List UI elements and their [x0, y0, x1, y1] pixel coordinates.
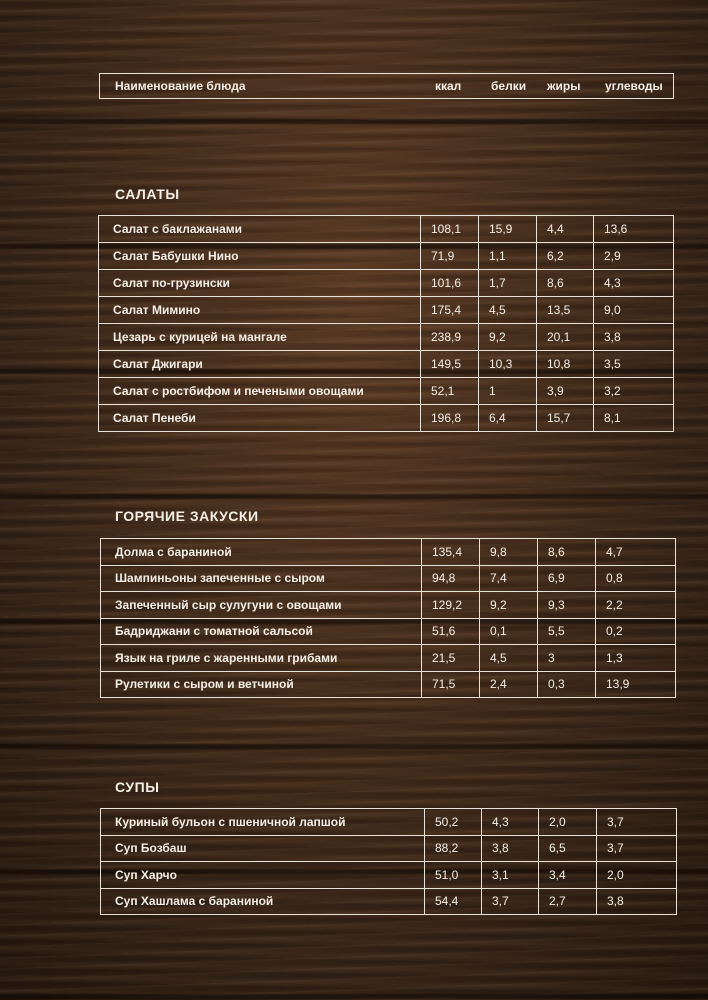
fat-cell: 2,7 [539, 888, 597, 915]
protein-cell: 9,8 [480, 539, 538, 566]
fat-cell: 13,5 [537, 297, 594, 324]
carbs-cell: 13,9 [596, 671, 676, 698]
carbs-cell: 0,8 [596, 565, 676, 592]
table-row [101, 539, 676, 566]
hot-appetizers-table [100, 538, 676, 698]
table-row [101, 835, 677, 862]
fat-cell: 9,3 [538, 592, 596, 619]
dish-name-cell: Салат Пенеби [99, 405, 421, 432]
fat-cell: 3,9 [537, 378, 594, 405]
fat-cell: 4,4 [537, 216, 594, 243]
carbs-cell: 3,7 [597, 835, 677, 862]
fat-cell: 15,7 [537, 405, 594, 432]
dish-name-cell: Цезарь с курицей на мангале [99, 324, 421, 351]
carbs-cell: 9,0 [594, 297, 674, 324]
protein-cell: 3,7 [482, 888, 539, 915]
table-row [99, 405, 674, 432]
kcal-cell: 238,9 [421, 324, 479, 351]
section-title-soups: СУПЫ [115, 779, 160, 795]
header-protein: белки [491, 79, 527, 93]
protein-cell: 7,4 [480, 565, 538, 592]
table-row [101, 888, 677, 915]
carbs-cell: 3,8 [597, 888, 677, 915]
protein-cell: 4,3 [482, 809, 539, 836]
dish-name-cell: Суп Бозбаш [101, 835, 425, 862]
table-row [99, 324, 674, 351]
protein-cell: 6,4 [479, 405, 537, 432]
table-row [101, 809, 677, 836]
dish-name-cell: Язык на гриле с жаренными грибами [101, 645, 422, 672]
carbs-cell: 1,3 [596, 645, 676, 672]
carbs-cell: 2,2 [596, 592, 676, 619]
protein-cell: 4,5 [480, 645, 538, 672]
kcal-cell: 196,8 [421, 405, 479, 432]
table-row [99, 270, 674, 297]
dish-name-cell: Рулетики с сыром и ветчиной [101, 671, 422, 698]
fat-cell: 0,3 [538, 671, 596, 698]
protein-cell: 2,4 [480, 671, 538, 698]
carbs-cell: 13,6 [594, 216, 674, 243]
kcal-cell: 88,2 [425, 835, 482, 862]
carbs-cell: 3,8 [594, 324, 674, 351]
fat-cell: 2,0 [539, 809, 597, 836]
table-row [101, 671, 676, 698]
protein-cell: 10,3 [479, 351, 537, 378]
dish-name-cell: Суп Харчо [101, 862, 425, 889]
fat-cell: 3 [538, 645, 596, 672]
kcal-cell: 21,5 [422, 645, 480, 672]
table-row [101, 645, 676, 672]
protein-cell: 1,1 [479, 243, 537, 270]
dish-name-cell: Долма с бараниной [101, 539, 422, 566]
dish-name-cell: Салат Мимино [99, 297, 421, 324]
kcal-cell: 175,4 [421, 297, 479, 324]
protein-cell: 1 [479, 378, 537, 405]
table-row [101, 565, 676, 592]
fat-cell: 20,1 [537, 324, 594, 351]
table-row [99, 378, 674, 405]
kcal-cell: 51,6 [422, 618, 480, 645]
table-row [99, 243, 674, 270]
kcal-cell: 54,4 [425, 888, 482, 915]
kcal-cell: 108,1 [421, 216, 479, 243]
dish-name-cell: Суп Хашлама с бараниной [101, 888, 425, 915]
kcal-cell: 71,9 [421, 243, 479, 270]
kcal-cell: 51,0 [425, 862, 482, 889]
fat-cell: 10,8 [537, 351, 594, 378]
carbs-cell: 2,0 [597, 862, 677, 889]
kcal-cell: 52,1 [421, 378, 479, 405]
dish-name-cell: Салат по-грузински [99, 270, 421, 297]
protein-cell: 4,5 [479, 297, 537, 324]
table-row [101, 862, 677, 889]
protein-cell: 3,1 [482, 862, 539, 889]
header-kcal: ккал [435, 79, 462, 93]
fat-cell: 8,6 [538, 539, 596, 566]
table-row [101, 618, 676, 645]
salads-table [98, 215, 674, 432]
table-row [99, 297, 674, 324]
dish-name-cell: Запеченный сыр сулугуни с овощами [101, 592, 422, 619]
kcal-cell: 129,2 [422, 592, 480, 619]
dish-name-cell: Бадриджани с томатной сальсой [101, 618, 422, 645]
carbs-cell: 8,1 [594, 405, 674, 432]
carbs-cell: 3,2 [594, 378, 674, 405]
fat-cell: 6,2 [537, 243, 594, 270]
protein-cell: 3,8 [482, 835, 539, 862]
protein-cell: 0,1 [480, 618, 538, 645]
soups-table [100, 808, 677, 915]
dish-name-cell: Салат Джигари [99, 351, 421, 378]
fat-cell: 8,6 [537, 270, 594, 297]
carbs-cell: 3,7 [597, 809, 677, 836]
kcal-cell: 149,5 [421, 351, 479, 378]
fat-cell: 6,5 [539, 835, 597, 862]
carbs-cell: 3,5 [594, 351, 674, 378]
protein-cell: 9,2 [480, 592, 538, 619]
table-row [101, 592, 676, 619]
protein-cell: 1,7 [479, 270, 537, 297]
header-dish-name: Наименование блюда [115, 79, 246, 93]
fat-cell: 5,5 [538, 618, 596, 645]
kcal-cell: 94,8 [422, 565, 480, 592]
dish-name-cell: Салат с ростбифом и печеными овощами [99, 378, 421, 405]
carbs-cell: 2,9 [594, 243, 674, 270]
dish-name-cell: Салат Бабушки Нино [99, 243, 421, 270]
kcal-cell: 135,4 [422, 539, 480, 566]
column-header-bar [99, 73, 674, 99]
dish-name-cell: Куриный бульон с пшеничной лапшой [101, 809, 425, 836]
protein-cell: 15,9 [479, 216, 537, 243]
kcal-cell: 50,2 [425, 809, 482, 836]
table-row [99, 351, 674, 378]
header-fat: жиры [547, 79, 581, 93]
section-title-hot-appetizers: ГОРЯЧИЕ ЗАКУСКИ [115, 508, 259, 524]
dish-name-cell: Салат с баклажанами [99, 216, 421, 243]
dish-name-cell: Шампиньоны запеченные с сыром [101, 565, 422, 592]
protein-cell: 9,2 [479, 324, 537, 351]
kcal-cell: 101,6 [421, 270, 479, 297]
kcal-cell: 71,5 [422, 671, 480, 698]
carbs-cell: 4,7 [596, 539, 676, 566]
fat-cell: 6,9 [538, 565, 596, 592]
header-carbs: углеводы [605, 79, 663, 93]
carbs-cell: 0,2 [596, 618, 676, 645]
table-row [99, 216, 674, 243]
section-title-salads: САЛАТЫ [115, 186, 180, 202]
carbs-cell: 4,3 [594, 270, 674, 297]
fat-cell: 3,4 [539, 862, 597, 889]
